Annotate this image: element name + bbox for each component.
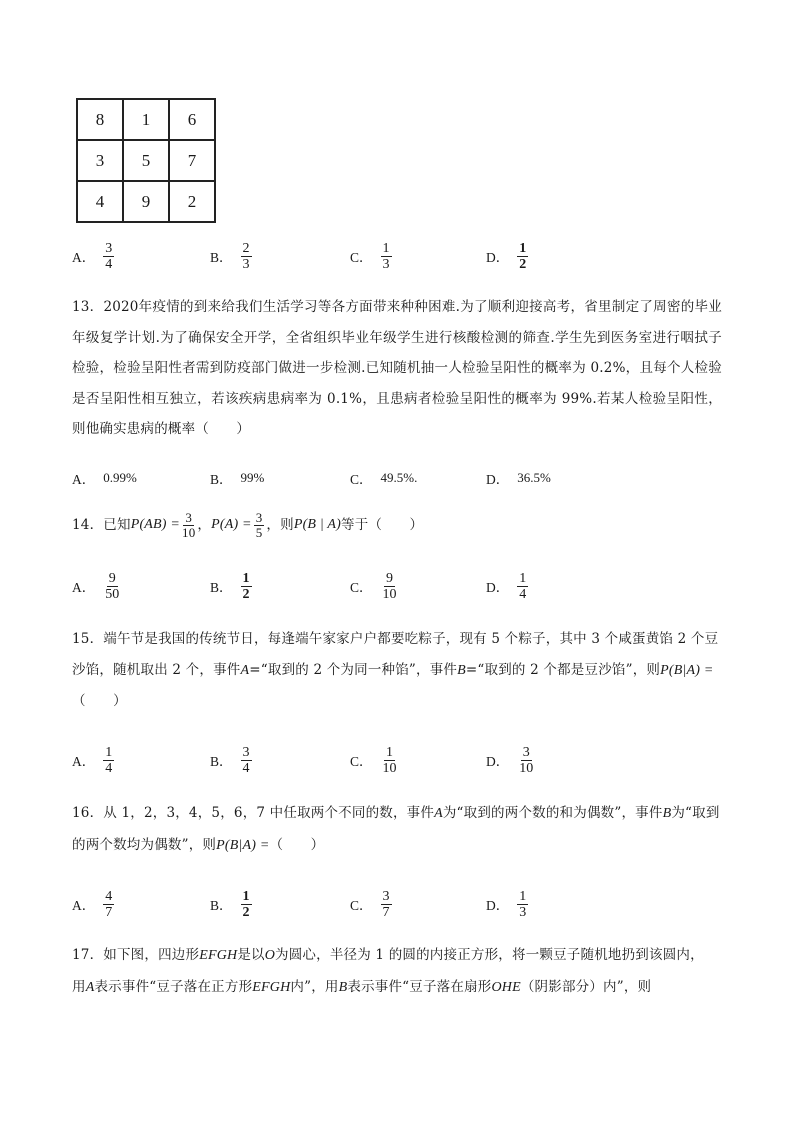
option-value: 49.5%. (380, 470, 418, 485)
q16-line-1: 16．从 1，2，3，4，5，6，7 中任取两个不同的数，事件A为“取到的两个数的和为偶数”，事件B为“取到 (72, 805, 720, 821)
option-label: B． (210, 250, 233, 265)
q14-text (72, 510, 722, 541)
option-label: D． (486, 250, 510, 265)
q16-option-b[interactable] (210, 884, 252, 924)
option-label: C． (350, 898, 373, 913)
option-value: 99% (240, 470, 265, 485)
grid-cell: 8 (77, 99, 123, 140)
q16-options (72, 884, 722, 924)
q16-line-2: 的两个数均为偶数”，则P(B|A) =（ ） (72, 836, 325, 853)
q13-option-a[interactable] (72, 458, 137, 498)
grid-row (77, 99, 215, 140)
option-fraction: $\frac{3}{10}$ (519, 744, 534, 776)
q15-options (72, 740, 722, 780)
grid-cell: 5 (123, 140, 169, 181)
grid-cell: 4 (77, 181, 123, 222)
option-label: A． (72, 472, 96, 487)
q14-options (72, 566, 722, 606)
option-fraction: $\frac{2}{3}$ (242, 240, 250, 272)
option-label: C． (350, 472, 373, 487)
q14-option-b[interactable] (210, 566, 252, 606)
option-fraction: $\frac{1}{2}$ (519, 240, 527, 272)
grid-cell: 7 (169, 140, 215, 181)
option-fraction: $\frac{3}{4}$ (242, 744, 250, 776)
q15-line-1: 15．端午节是我国的传统节日，每逢端午家家户户都要吃粽子，现有 5 个粽子，其中 3 个咸蛋黄馅 2 个豆 (72, 631, 719, 647)
option-label: D． (486, 472, 510, 487)
q12-option-b[interactable] (210, 236, 252, 276)
q14-fraction-1: $\frac{3}{10}$ (182, 509, 196, 540)
option-value: 0.99% (103, 470, 137, 485)
q17-line-1: 17．如下图，四边形EFGH是以O为圆心，半径为 1 的圆的内接正方形，将一颗豆子随机地扔到该圆内， (72, 947, 704, 963)
option-label: A． (72, 754, 96, 769)
q13-option-d[interactable] (486, 458, 551, 498)
q13-text: 13．2020年疫情的到来给我们生活学习等各方面带来种种困难.为了顺利迎接高考，省里制定了周密的毕业年级复学计划.为了确保安全开学，全省组织毕业年级学生进行核酸检测的筛查.学生先到医务室进行咽拭子检验，检验呈阳性者需到防疫部门做进一步检测.已知随机抽一人检验呈阳性的概率为 0.2%，且每个人检验是否呈阳性相互独立，若该疾病患病率为 0.1%，且患病者检验呈阳性的概率为 99%.若某人检验呈阳性，则他确实患病的概率（ ） (72, 299, 722, 437)
q14-sep: ， (197, 517, 212, 533)
option-fraction: $\frac{4}{7}$ (105, 888, 113, 920)
q15-line-3: （ ） (72, 693, 127, 709)
q14-pba: P(B | A) (293, 517, 341, 532)
q15-text (72, 624, 722, 717)
option-fraction: $\frac{1}{4}$ (519, 570, 527, 602)
option-label: C． (350, 250, 373, 265)
q14-mid: ，则 (266, 517, 294, 533)
option-fraction: $\frac{1}{2}$ (242, 888, 250, 920)
option-label: C． (350, 580, 373, 595)
q12-options (72, 236, 722, 276)
q14-pa: P(A) = (211, 517, 252, 532)
option-label: B． (210, 580, 233, 595)
option-value: 36.5% (517, 470, 551, 485)
option-label: C． (350, 754, 373, 769)
q12-option-c[interactable] (350, 236, 392, 276)
q13-option-b[interactable] (210, 458, 264, 498)
q12-option-a[interactable] (72, 236, 114, 276)
q14-option-d[interactable] (486, 566, 528, 606)
q14-suffix: 等于（ ） (341, 517, 424, 533)
option-fraction: $\frac{9}{50}$ (105, 570, 120, 602)
q14-option-a[interactable] (72, 566, 121, 606)
q14-fraction-2: $\frac{3}{5}$ (255, 509, 263, 540)
q17-line-2: 用A表示事件“豆子落在正方形EFGH内”，用B表示事件“豆子落在扇形OHE（阴影部分）内”，则 (72, 978, 652, 995)
q15-option-d[interactable] (486, 740, 535, 780)
option-fraction: $\frac{1}{3}$ (382, 240, 390, 272)
grid-row (77, 140, 215, 181)
grid-cell: 9 (123, 181, 169, 222)
option-label: A． (72, 250, 96, 265)
q13-option-c[interactable] (350, 458, 417, 498)
option-label: B． (210, 898, 233, 913)
q15-option-b[interactable] (210, 740, 252, 780)
q16-option-a[interactable] (72, 884, 114, 924)
q16-text (72, 798, 722, 861)
option-fraction: $\frac{1}{10}$ (382, 744, 397, 776)
grid-cell: 6 (169, 99, 215, 140)
grid-cell: 1 (123, 99, 169, 140)
option-fraction: $\frac{1}{2}$ (242, 570, 250, 602)
q16-option-c[interactable] (350, 884, 392, 924)
option-fraction: $\frac{3}{7}$ (382, 888, 390, 920)
option-label: A． (72, 898, 96, 913)
grid-cell: 3 (77, 140, 123, 181)
option-label: A． (72, 580, 96, 595)
number-grid (76, 98, 216, 223)
q15-option-c[interactable] (350, 740, 399, 780)
option-fraction: $\frac{9}{10}$ (382, 570, 397, 602)
option-label: D． (486, 580, 510, 595)
grid-cell: 2 (169, 181, 215, 222)
option-label: D． (486, 754, 510, 769)
q15-option-a[interactable] (72, 740, 114, 780)
q14-prefix: 14．已知 (72, 517, 131, 533)
q17-text (72, 940, 722, 1003)
option-fraction: $\frac{1}{4}$ (105, 744, 113, 776)
option-label: B． (210, 472, 233, 487)
q12-option-d[interactable] (486, 236, 528, 276)
grid-row (77, 181, 215, 222)
q15-line-2: 沙馅，随机取出 2 个，事件A=“取到的 2 个为同一种馅”，事件B=“取到的 2 个都是豆沙馅”，则P(B|A) = (72, 661, 714, 678)
option-label: D． (486, 898, 510, 913)
q13-options (72, 458, 722, 498)
q14-option-c[interactable] (350, 566, 399, 606)
option-fraction: $\frac{3}{4}$ (105, 240, 113, 272)
q16-option-d[interactable] (486, 884, 528, 924)
option-label: B． (210, 754, 233, 769)
q14-pab: P(AB) = (130, 517, 181, 532)
option-fraction: $\frac{1}{3}$ (519, 888, 527, 920)
